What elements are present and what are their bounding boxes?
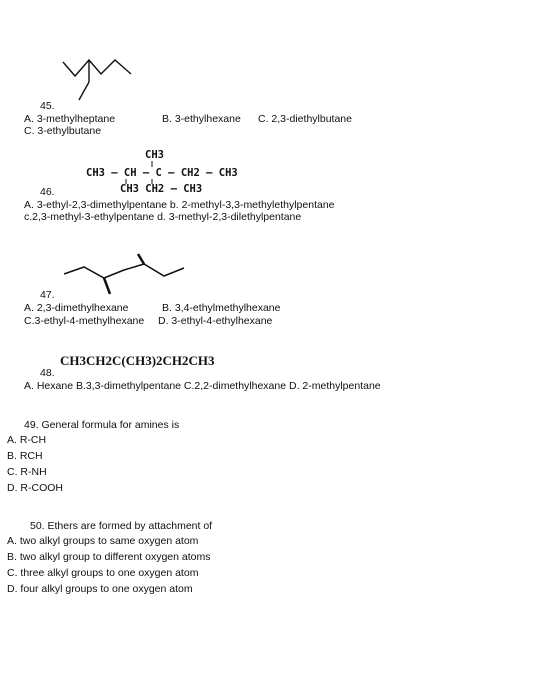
q49-option-a: A. R-CH (7, 434, 47, 446)
q47-option-d: D. 3-ethyl-4-ethylhexane (158, 315, 273, 327)
q45-option-a: A. 3-methylheptane (24, 113, 116, 125)
q50-option-d: D. four alkyl groups to one oxygen atom (7, 583, 193, 595)
q48-formula: CH3CH2C(CH3)2CH2CH3 (60, 353, 215, 368)
q47-skeletal-structure (60, 262, 190, 302)
q46-options-line1: A. 3-ethyl-2,3-dimethylpentane b. 2-methyl-3,3-methylethylpentane (24, 199, 335, 211)
q46-bottom-groups: CH3 CH2 — CH3 (120, 183, 203, 195)
q46-options-line2: c.2,3-methyl-3-ethylpentane d. 3-methyl-2,3-dilethylpentane (24, 211, 302, 223)
q47-option-b: B. 3,4-ethylmethylhexane (162, 302, 281, 314)
q50-question: 50. Ethers are formed by attachment of (30, 520, 213, 532)
q50-option-a: A. two alkyl groups to same oxygen atom (7, 535, 199, 547)
q46-bond-lines (0, 0, 545, 200)
q47-option-a: A. 2,3-dimethylhexane (24, 302, 129, 314)
q49-option-b: B. RCH (7, 450, 43, 462)
q49-option-c: C. R-NH (7, 466, 47, 478)
q46-top-ch3: CH3 (145, 149, 164, 161)
q49-option-d: D. R-COOH (7, 482, 63, 494)
q50-option-b: B. two alkyl group to different oxygen atoms (7, 551, 211, 563)
q48-options: A. Hexane B.3,3-dimethylpentane C.2,2-dimethylhexane D. 2-methylpentane (24, 380, 381, 392)
q46-main-chain: CH3 — CH — C — CH2 — CH3 (86, 167, 238, 179)
q46-number: 46. (40, 186, 55, 198)
q45-option-c: C. 2,3-diethylbutane (258, 113, 352, 125)
q45-option-c2: C. 3-ethylbutane (24, 125, 102, 137)
q49-question: 49. General formula for amines is (24, 419, 180, 431)
q47-option-c: C.3-ethyl-4-methylhexane (24, 315, 145, 327)
q48-number: 48. (40, 367, 55, 379)
q45-option-b: B. 3-ethylhexane (162, 113, 241, 125)
q45-number: 45. (40, 100, 55, 112)
q50-option-c: C. three alkyl groups to one oxygen atom (7, 567, 199, 579)
q47-number: 47. (40, 289, 55, 301)
